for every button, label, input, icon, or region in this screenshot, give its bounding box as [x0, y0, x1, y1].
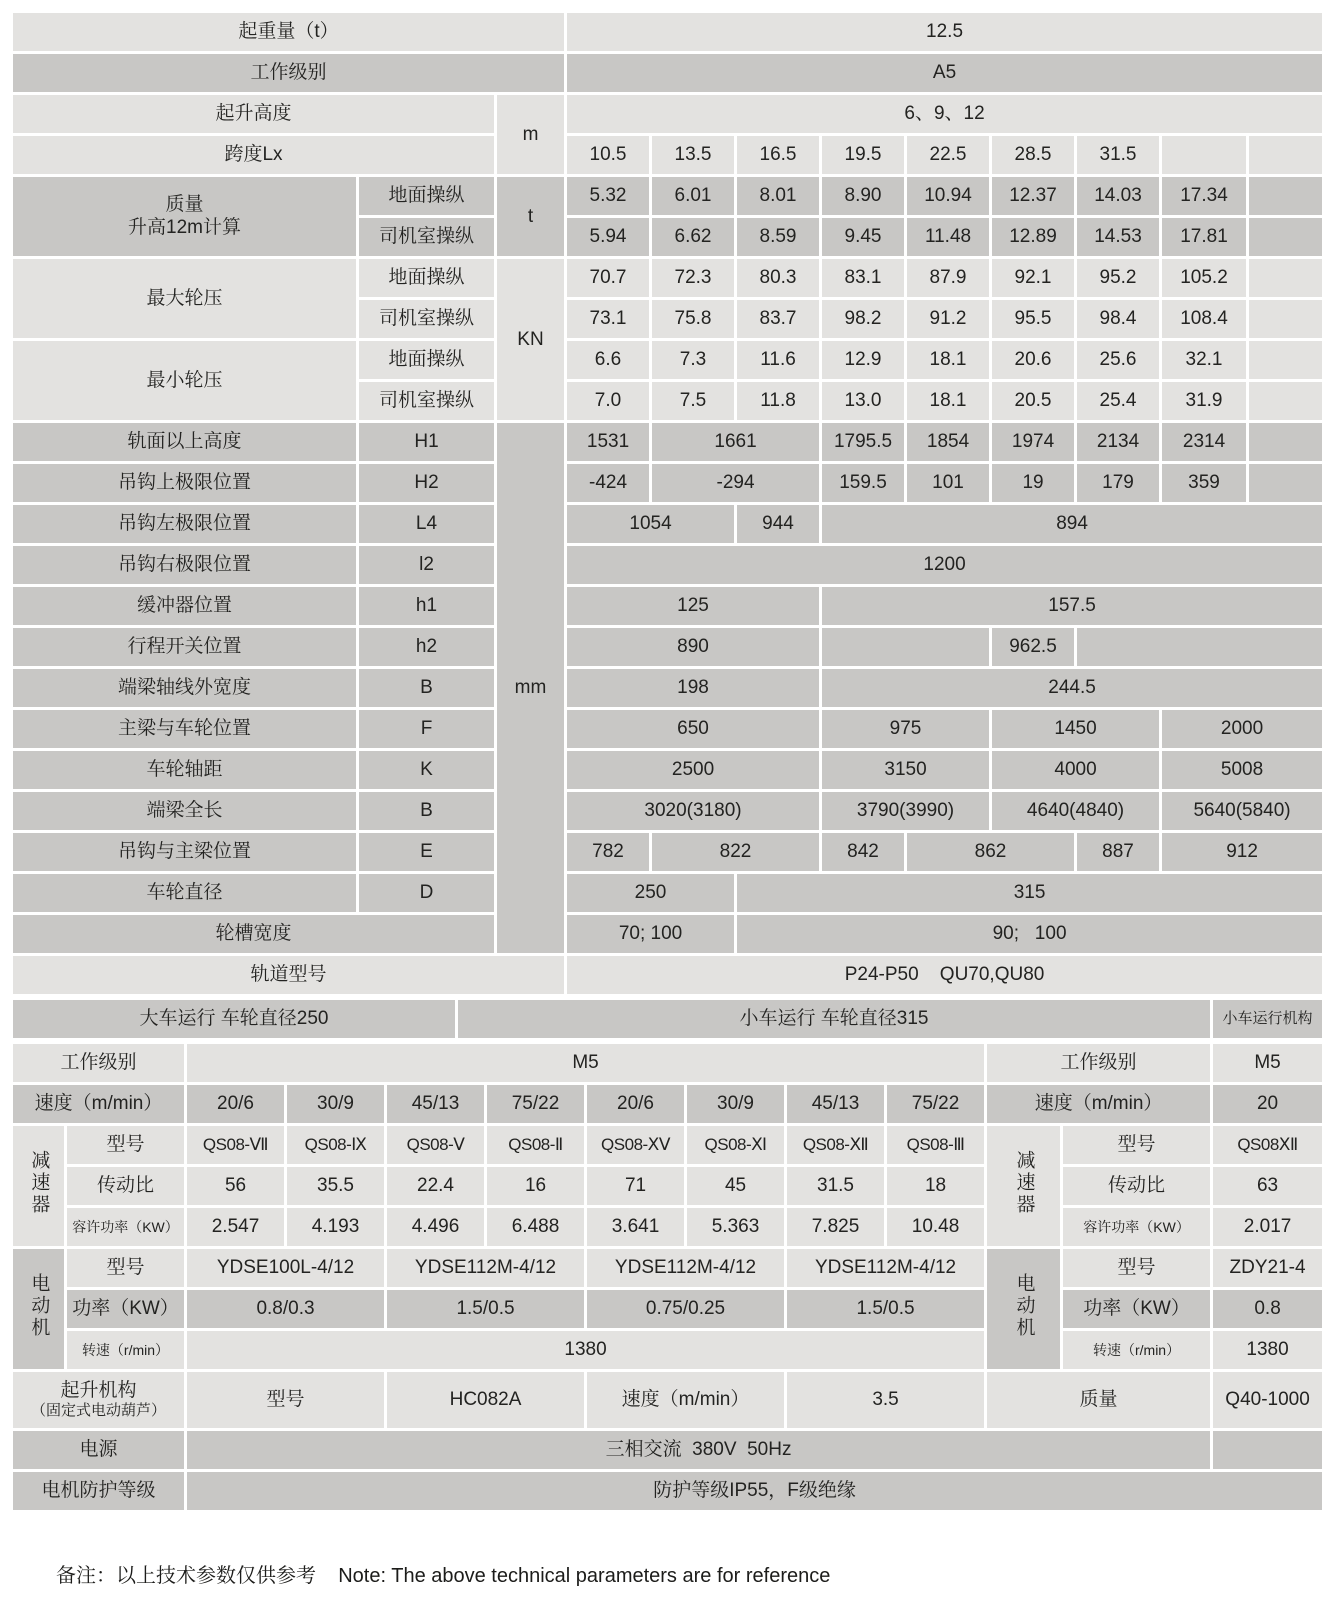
reducer-group-label-right: 减速器: [986, 1125, 1062, 1248]
rail-type-value: P24-P50 QU70,QU80: [566, 955, 1324, 996]
mass-label: [12, 176, 358, 258]
hook-left-value: 944: [736, 504, 821, 545]
ratio-label-right: 传动比: [1062, 1166, 1212, 1207]
reducer-model: QS08-Ⅲ: [886, 1125, 986, 1166]
symbol-f: F: [358, 709, 496, 750]
symbol-h2-small: h2: [358, 627, 496, 668]
mass-ground-value: 14.03: [1076, 176, 1161, 217]
ground-control-label: 地面操纵: [358, 258, 496, 299]
end-beam-width-label: 端梁轴线外宽度: [12, 668, 358, 709]
row-hook-right: [12, 545, 1324, 586]
row-hook-left: [12, 504, 1324, 545]
allowed-power-value: 4.193: [286, 1207, 386, 1248]
row-hook-upper: [12, 463, 1324, 504]
protection-label: 电机防护等级: [12, 1471, 186, 1512]
duty-class-label-right: 工作级别: [986, 1043, 1212, 1084]
empty-cell: [821, 627, 991, 668]
maxload-cab-value: 91.2: [906, 299, 991, 340]
wheel-base-value: 4000: [991, 750, 1161, 791]
row-protection: [12, 1471, 1324, 1512]
cab-control-label: 司机室操纵: [358, 217, 496, 258]
ratio-value: 35.5: [286, 1166, 386, 1207]
maxload-cab-value: 98.4: [1076, 299, 1161, 340]
hook-girder-value: 887: [1076, 832, 1161, 873]
lifting-capacity-label: 起重量（t）: [12, 12, 566, 53]
row-duty-m5: [12, 1043, 1324, 1084]
ratio-value: 71: [586, 1166, 686, 1207]
duty-class-value: A5: [566, 53, 1324, 94]
motor-power-value-right: 0.8: [1212, 1289, 1324, 1330]
maxload-cab-value: 83.7: [736, 299, 821, 340]
reducer-model: QS08-Ⅱ: [486, 1125, 586, 1166]
duty-class-value-right: M5: [1212, 1043, 1324, 1084]
mass-cab-value: 17.81: [1161, 217, 1248, 258]
motor-model: YDSE100L-4/12: [186, 1248, 386, 1289]
row-maxload-ground: [12, 258, 1324, 299]
maxload-cab-value: 95.5: [991, 299, 1076, 340]
row-duty-class: [12, 53, 1324, 94]
wheel-dia-value: 250: [566, 873, 736, 914]
empty-cell: [1248, 299, 1324, 340]
speed-value-right: 20: [1212, 1084, 1324, 1125]
row-reducer-ratio: [12, 1166, 1324, 1207]
motor-group-label: 电动机: [12, 1248, 66, 1371]
allowed-power-value: 6.488: [486, 1207, 586, 1248]
row-end-beam-width: [12, 668, 1324, 709]
motor-model-label-right: 型号: [1062, 1248, 1212, 1289]
max-wheel-load-label: 最大轮压: [12, 258, 358, 340]
hook-left-value: 1054: [566, 504, 736, 545]
motor-model: YDSE112M-4/12: [586, 1248, 786, 1289]
motor-power-value: 0.8/0.3: [186, 1289, 386, 1330]
speed-label: 速度（m/min）: [12, 1084, 186, 1125]
minload-cab-value: 11.8: [736, 381, 821, 422]
hoist-mass-label: 质量: [986, 1371, 1212, 1430]
wheel-base-value: 2500: [566, 750, 821, 791]
mass-cab-value: 9.45: [821, 217, 906, 258]
rpm-label: 转速（r/min）: [66, 1330, 186, 1371]
end-beam-length-value: 5640(5840): [1161, 791, 1324, 832]
symbol-l2: l2: [358, 545, 496, 586]
row-lifting-capacity: [12, 12, 1324, 53]
motor-power-value: 1.5/0.5: [386, 1289, 586, 1330]
minload-ground-value: 25.6: [1076, 340, 1161, 381]
wheel-dia-label: 车轮直径: [12, 873, 358, 914]
row-wheel-dia: [12, 873, 1324, 914]
lift-height-label: 起升高度: [12, 94, 496, 135]
hook-upper-label: 吊钩上极限位置: [12, 463, 358, 504]
reducer-model: QS08-Ⅴ: [386, 1125, 486, 1166]
row-power-supply: [12, 1430, 1324, 1471]
cab-control-label: 司机室操纵: [358, 381, 496, 422]
duty-class-label: 工作级别: [12, 1043, 186, 1084]
speed-value: 75/22: [486, 1084, 586, 1125]
ratio-value: 18: [886, 1166, 986, 1207]
wheel-dia-value: 315: [736, 873, 1324, 914]
lifting-capacity-value: 12.5: [566, 12, 1324, 53]
limit-switch-value: 890: [566, 627, 821, 668]
mass-ground-value: 5.32: [566, 176, 651, 217]
mass-ground-value: 8.90: [821, 176, 906, 217]
ratio-value: 56: [186, 1166, 286, 1207]
row-motor-rpm: [12, 1330, 1324, 1371]
hook-right-label: 吊钩右极限位置: [12, 545, 358, 586]
hook-upper-value: 101: [906, 463, 991, 504]
span-value: 31.5: [1076, 135, 1161, 176]
motor-model-right: ZDY21-4: [1212, 1248, 1324, 1289]
mass-ground-value: 8.01: [736, 176, 821, 217]
hook-upper-value: 159.5: [821, 463, 906, 504]
maxload-ground-value: 80.3: [736, 258, 821, 299]
end-beam-width-value: 198: [566, 668, 821, 709]
ratio-value: 31.5: [786, 1166, 886, 1207]
hook-right-value: 1200: [566, 545, 1324, 586]
mass-cab-value: 14.53: [1076, 217, 1161, 258]
allowed-power-value: 10.48: [886, 1207, 986, 1248]
girder-wheel-value: 975: [821, 709, 991, 750]
minload-ground-value: 7.3: [651, 340, 736, 381]
mass-ground-value: 17.34: [1161, 176, 1248, 217]
row-hook-girder: [12, 832, 1324, 873]
hoist-model-label: 型号: [186, 1371, 386, 1430]
power-supply-value: 三相交流 380V 50Hz: [186, 1430, 1212, 1471]
maxload-cab-value: 73.1: [566, 299, 651, 340]
empty-cell: [1161, 135, 1248, 176]
mass-ground-value: 12.37: [991, 176, 1076, 217]
end-beam-length-value: 4640(4840): [991, 791, 1161, 832]
empty-cell: [1248, 463, 1324, 504]
reducer-model-label-right: 型号: [1062, 1125, 1212, 1166]
minload-cab-value: 7.5: [651, 381, 736, 422]
groove-value: 90; 100: [736, 914, 1324, 955]
ground-control-label: 地面操纵: [358, 340, 496, 381]
maxload-ground-value: 72.3: [651, 258, 736, 299]
empty-cell: [1248, 135, 1324, 176]
cab-control-label: 司机室操纵: [358, 299, 496, 340]
maxload-cab-value: 98.2: [821, 299, 906, 340]
maxload-ground-value: 105.2: [1161, 258, 1248, 299]
cart-travel-header: 大车运行 车轮直径250: [12, 999, 457, 1040]
row-reducer-power: [12, 1207, 1324, 1248]
hoist-speed-label: 速度（m/min）: [586, 1371, 786, 1430]
end-beam-length-value: 3790(3990): [821, 791, 991, 832]
maxload-cab-value: 75.8: [651, 299, 736, 340]
hook-girder-value: 912: [1161, 832, 1324, 873]
row-rail-height: [12, 422, 1324, 463]
allowed-power-value: 2.547: [186, 1207, 286, 1248]
end-beam-length-value: 3020(3180): [566, 791, 821, 832]
hoist-label-line2: （固定式电动葫芦）: [31, 1402, 167, 1420]
reducer-model: QS08-Ⅶ: [186, 1125, 286, 1166]
reducer-group-label: 减速器: [12, 1125, 66, 1248]
speed-value: 20/6: [186, 1084, 286, 1125]
symbol-b2: B: [358, 791, 496, 832]
symbol-d: D: [358, 873, 496, 914]
hook-upper-value: -424: [566, 463, 651, 504]
hoist-label-line1: 起升机构: [60, 1379, 137, 1401]
row-motor-model: [12, 1248, 1324, 1289]
reducer-model: QS08-Ⅻ: [786, 1125, 886, 1166]
reducer-model-label: 型号: [66, 1125, 186, 1166]
allowed-power-value: 3.641: [586, 1207, 686, 1248]
rail-height-value: 1661: [651, 422, 821, 463]
hoist-mass-value: Q40-1000: [1212, 1371, 1324, 1430]
row-wheel-base: [12, 750, 1324, 791]
symbol-h1-small: h1: [358, 586, 496, 627]
row-rail-type: [12, 955, 1324, 996]
speed-value: 75/22: [886, 1084, 986, 1125]
rpm-value-right: 1380: [1212, 1330, 1324, 1371]
row-limit-switch: [12, 627, 1324, 668]
hoist-speed-value: 3.5: [786, 1371, 986, 1430]
row-hoist: [12, 1371, 1324, 1430]
motor-power-label-right: 功率（KW）: [1062, 1289, 1212, 1330]
girder-wheel-value: 650: [566, 709, 821, 750]
empty-cell: [1248, 217, 1324, 258]
empty-cell: [1248, 176, 1324, 217]
ratio-value: 16: [486, 1166, 586, 1207]
row-speed: [12, 1084, 1324, 1125]
maxload-ground-value: 92.1: [991, 258, 1076, 299]
min-wheel-load-label: 最小轮压: [12, 340, 358, 422]
unit-mm: mm: [496, 422, 566, 955]
rpm-value: 1380: [186, 1330, 986, 1371]
hook-upper-value: -294: [651, 463, 821, 504]
girder-wheel-value: 1450: [991, 709, 1161, 750]
row-span-lx: [12, 135, 1324, 176]
empty-cell: [1248, 340, 1324, 381]
groove-value: 70; 100: [566, 914, 736, 955]
minload-cab-value: 7.0: [566, 381, 651, 422]
reducer-model: QS08-Ⅸ: [286, 1125, 386, 1166]
speed-value: 30/9: [286, 1084, 386, 1125]
girder-wheel-value: 2000: [1161, 709, 1324, 750]
wheel-base-value: 5008: [1161, 750, 1324, 791]
ground-control-label: 地面操纵: [358, 176, 496, 217]
maxload-ground-value: 70.7: [566, 258, 651, 299]
maxload-ground-value: 87.9: [906, 258, 991, 299]
empty-cell: [1076, 627, 1324, 668]
empty-cell: [1248, 381, 1324, 422]
rail-height-label: 轨面以上高度: [12, 422, 358, 463]
hook-girder-value: 782: [566, 832, 651, 873]
trolley-mechanism-header: 小车运行机构: [1212, 999, 1324, 1040]
allowed-power-label-right: 容许功率（KW）: [1062, 1207, 1212, 1248]
rail-height-value: 2134: [1076, 422, 1161, 463]
ratio-value: 22.4: [386, 1166, 486, 1207]
hook-left-label: 吊钩左极限位置: [12, 504, 358, 545]
girder-wheel-label: 主梁与车轮位置: [12, 709, 358, 750]
speed-value: 30/9: [686, 1084, 786, 1125]
minload-ground-value: 32.1: [1161, 340, 1248, 381]
symbol-k: K: [358, 750, 496, 791]
row-end-beam-length: [12, 791, 1324, 832]
mass-cab-value: 5.94: [566, 217, 651, 258]
rail-type-label: 轨道型号: [12, 955, 566, 996]
limit-switch-value: 962.5: [991, 627, 1076, 668]
mass-cab-value: 6.62: [651, 217, 736, 258]
row-girder-wheel: [12, 709, 1324, 750]
minload-cab-value: 25.4: [1076, 381, 1161, 422]
span-value: 22.5: [906, 135, 991, 176]
hook-upper-value: 179: [1076, 463, 1161, 504]
symbol-h1: H1: [358, 422, 496, 463]
row-reducer-model: [12, 1125, 1324, 1166]
reducer-model-right: QS08ⅩⅡ: [1212, 1125, 1324, 1166]
minload-cab-value: 20.5: [991, 381, 1076, 422]
rail-height-value: 1795.5: [821, 422, 906, 463]
speed-value: 20/6: [586, 1084, 686, 1125]
protection-value: 防护等级IP55，F级绝缘: [186, 1471, 1324, 1512]
wheel-base-value: 3150: [821, 750, 991, 791]
row-minload-ground: [12, 340, 1324, 381]
span-value: 19.5: [821, 135, 906, 176]
minload-cab-value: 18.1: [906, 381, 991, 422]
hoist-label: [12, 1371, 186, 1430]
minload-cab-value: 13.0: [821, 381, 906, 422]
groove-label: 轮槽宽度: [12, 914, 496, 955]
row-lift-height: [12, 94, 1324, 135]
hook-girder-value: 862: [906, 832, 1076, 873]
wheel-base-label: 车轮轴距: [12, 750, 358, 791]
hook-left-value: 894: [821, 504, 1324, 545]
symbol-b: B: [358, 668, 496, 709]
speed-value: 45/13: [786, 1084, 886, 1125]
span-value: 13.5: [651, 135, 736, 176]
trolley-travel-header: 小车运行 车轮直径315: [457, 999, 1212, 1040]
symbol-l4: L4: [358, 504, 496, 545]
motor-model: YDSE112M-4/12: [386, 1248, 586, 1289]
maxload-ground-value: 83.1: [821, 258, 906, 299]
end-beam-length-label: 端梁全长: [12, 791, 358, 832]
mass-cab-value: 12.89: [991, 217, 1076, 258]
empty-cell: [1248, 422, 1324, 463]
power-supply-label: 电源: [12, 1430, 186, 1471]
unit-t: t: [496, 176, 566, 258]
allowed-power-value: 5.363: [686, 1207, 786, 1248]
row-groove: [12, 914, 1324, 955]
lift-height-value: 6、9、12: [566, 94, 1324, 135]
minload-ground-value: 12.9: [821, 340, 906, 381]
allowed-power-label: 容许功率（KW）: [66, 1207, 186, 1248]
mass-cab-value: 8.59: [736, 217, 821, 258]
maxload-cab-value: 108.4: [1161, 299, 1248, 340]
footer-note: 备注：以上技术参数仅供参考 Note: The above technical parameters are for reference: [56, 1565, 831, 1587]
rail-height-value: 1974: [991, 422, 1076, 463]
ratio-value: 45: [686, 1166, 786, 1207]
reducer-model: QS08-ⅩⅤ: [586, 1125, 686, 1166]
ratio-value-right: 63: [1212, 1166, 1324, 1207]
speed-label-right: 速度（m/min）: [986, 1084, 1212, 1125]
hook-upper-value: 19: [991, 463, 1076, 504]
speed-value: 45/13: [386, 1084, 486, 1125]
minload-ground-value: 18.1: [906, 340, 991, 381]
span-value: 28.5: [991, 135, 1076, 176]
mass-cab-value: 11.48: [906, 217, 991, 258]
allowed-power-value-right: 2.017: [1212, 1207, 1324, 1248]
motor-model-label: 型号: [66, 1248, 186, 1289]
motor-power-label: 功率（KW）: [66, 1289, 186, 1330]
motor-group-label-right: 电动机: [986, 1248, 1062, 1371]
buffer-value: 125: [566, 586, 821, 627]
mass-ground-value: 6.01: [651, 176, 736, 217]
hook-upper-value: 359: [1161, 463, 1248, 504]
minload-ground-value: 6.6: [566, 340, 651, 381]
limit-switch-label: 行程开关位置: [12, 627, 358, 668]
rpm-label-right: 转速（r/min）: [1062, 1330, 1212, 1371]
span-value: 10.5: [566, 135, 651, 176]
mass-ground-value: 10.94: [906, 176, 991, 217]
duty-class-value: M5: [186, 1043, 986, 1084]
buffer-label: 缓冲器位置: [12, 586, 358, 627]
hoist-model-value: HC082A: [386, 1371, 586, 1430]
allowed-power-value: 4.496: [386, 1207, 486, 1248]
motor-power-value: 1.5/0.5: [786, 1289, 986, 1330]
hook-girder-value: 822: [651, 832, 821, 873]
rail-height-value: 2314: [1161, 422, 1248, 463]
hook-girder-value: 842: [821, 832, 906, 873]
span-label: 跨度Lx: [12, 135, 496, 176]
buffer-value: 157.5: [821, 586, 1324, 627]
row-mass-ground: [12, 176, 1324, 217]
spec-table-sections: [10, 997, 1325, 1041]
ratio-label: 传动比: [66, 1166, 186, 1207]
rail-height-value: 1854: [906, 422, 991, 463]
maxload-ground-value: 95.2: [1076, 258, 1161, 299]
row-motor-power: [12, 1289, 1324, 1330]
hook-girder-label: 吊钩与主梁位置: [12, 832, 358, 873]
mass-label-line1: 质量: [165, 193, 204, 215]
minload-ground-value: 11.6: [736, 340, 821, 381]
minload-ground-value: 20.6: [991, 340, 1076, 381]
unit-kn: KN: [496, 258, 566, 422]
symbol-e: E: [358, 832, 496, 873]
mass-label-line2: 升高12m计算: [128, 216, 241, 238]
motor-model: YDSE112M-4/12: [786, 1248, 986, 1289]
empty-cell: [1212, 1430, 1324, 1471]
spec-table-main: [10, 10, 1325, 997]
row-section-headers: [12, 999, 1324, 1040]
rail-height-value: 1531: [566, 422, 651, 463]
unit-m: m: [496, 94, 566, 176]
minload-cab-value: 31.9: [1161, 381, 1248, 422]
allowed-power-value: 7.825: [786, 1207, 886, 1248]
symbol-h2: H2: [358, 463, 496, 504]
empty-cell: [1248, 258, 1324, 299]
spec-table-mechanism: [10, 1041, 1325, 1513]
reducer-model: QS08-Ⅺ: [686, 1125, 786, 1166]
motor-power-value: 0.75/0.25: [586, 1289, 786, 1330]
end-beam-width-value: 244.5: [821, 668, 1324, 709]
duty-class-label: 工作级别: [12, 53, 566, 94]
row-buffer: [12, 586, 1324, 627]
span-value: 16.5: [736, 135, 821, 176]
